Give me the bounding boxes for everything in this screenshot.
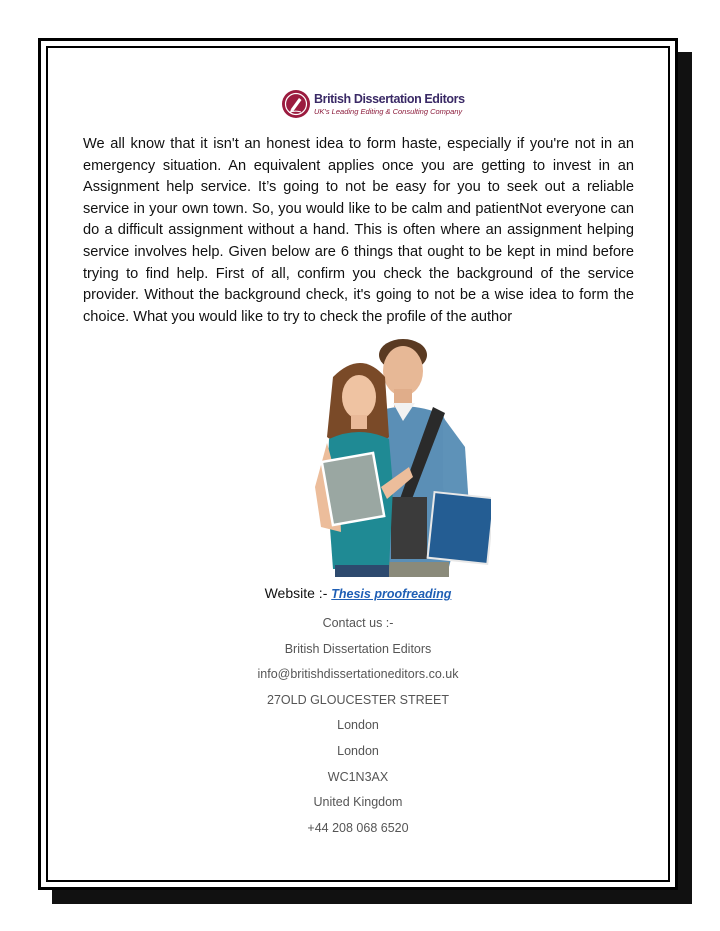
- contact-heading: Contact us :-: [322, 616, 394, 630]
- thesis-proofreading-link[interactable]: Thesis proofreading: [331, 587, 452, 601]
- students-photo: [281, 337, 491, 577]
- logo-company-name: British Dissertation Editors: [314, 92, 465, 106]
- contact-postcode: WC1N3AX: [327, 769, 389, 784]
- contact-company: British Dissertation Editors: [284, 641, 432, 656]
- page-frame: [38, 38, 678, 890]
- website-label: Website :-: [264, 585, 328, 601]
- logo-tagline: UK's Leading Editing & Consulting Company: [314, 106, 463, 116]
- contact-country: United Kingdom: [313, 795, 403, 810]
- contact-email[interactable]: info@britishdissertationeditors.co.uk: [257, 667, 459, 682]
- contact-region: London: [337, 743, 379, 758]
- company-logo[interactable]: [281, 87, 465, 121]
- website-line: [41, 585, 675, 601]
- contact-street: 27OLD GLOUCESTER STREET: [267, 692, 449, 707]
- contact-phone[interactable]: +44 208 068 6520: [307, 820, 409, 835]
- contact-block: [41, 615, 675, 845]
- contact-city: London: [337, 718, 379, 733]
- pen-logo-icon: [281, 89, 311, 119]
- body-paragraph: We all know that it isn't an honest idea to form haste, especially if you're not in an emergency situation. An equivalent applies once you are getting to invest in an Assignment help service. It’s going to not be easy for you to seek out a reliable service in your own town. So, you would like to be calm and patientNot everyone can do a difficult assignment without a hand. This is often where an assignment helping service involves help. Given below are 6 things that ought to be kept in mind before trying to find help. First of all, confirm you check the background of the service provider. Without the background check, it's going to not be a wise idea to form the choice. What you would like to try to check the profile of the author: [83, 136, 634, 325]
